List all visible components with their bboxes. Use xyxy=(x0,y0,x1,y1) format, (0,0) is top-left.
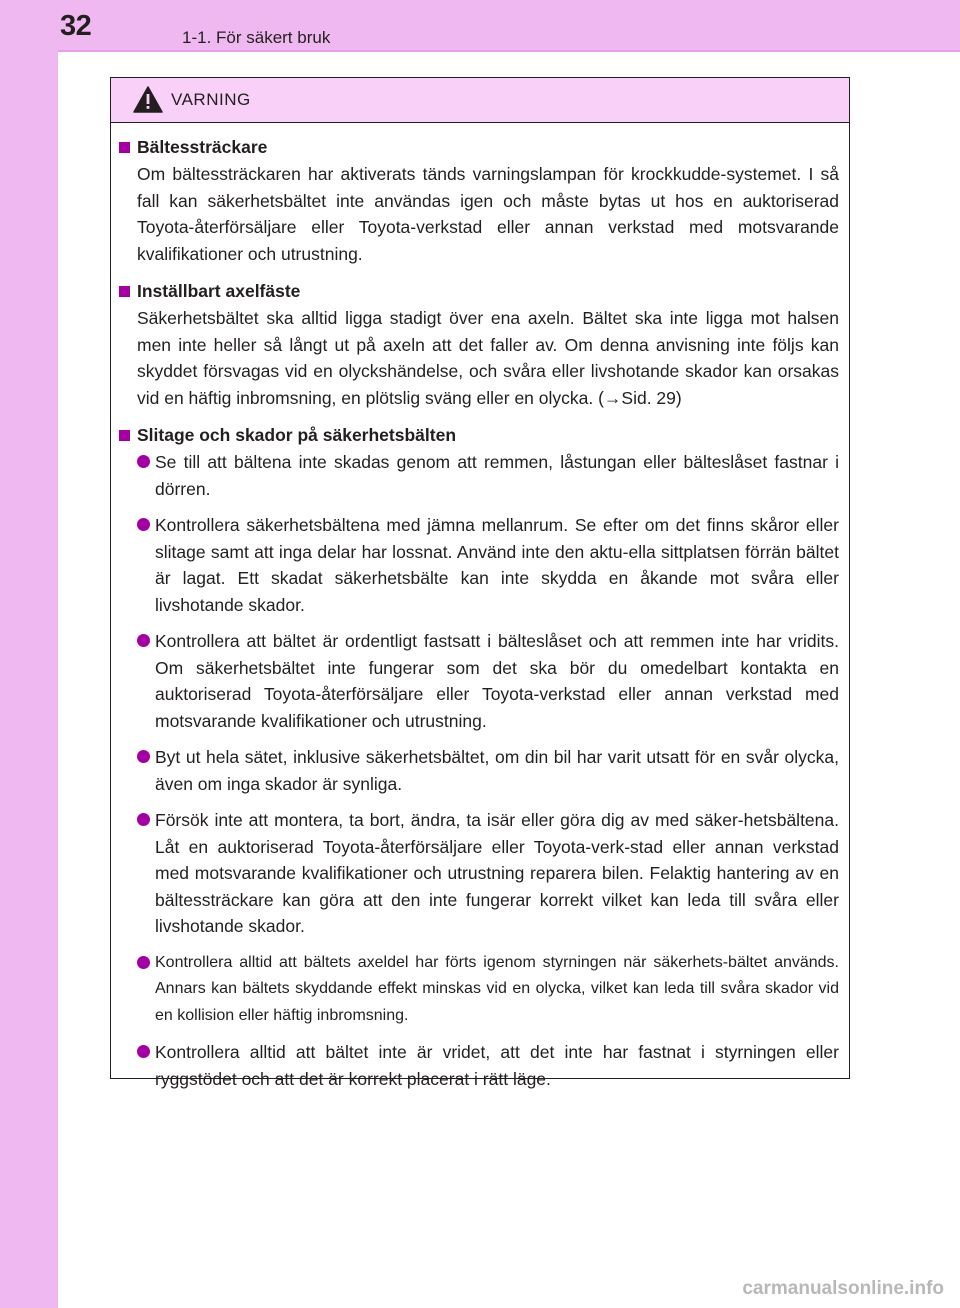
round-bullet-icon xyxy=(137,813,150,826)
warning-triangle-icon xyxy=(133,86,163,113)
list-item-text: Kontrollera att bältet är ordentligt fastsatt i bälteslåset och att remmen inte har vridits. Om säkerhetsbältet inte fungerar som det ska bör du omedelbart kontakta en auktoriserad Toyota-återförsäljare eller Toyota-verkstad eller annan verkstad med motsvarande kvalifikationer och utrustning. xyxy=(155,631,839,731)
watermark: carmanualsonline.info xyxy=(742,1278,944,1299)
list-item-text: Kontrollera alltid att bältet inte är vridet, att det inte har fastnat i styrningen eller ryggstödet och att det är korrekt placerat i rätt läge. xyxy=(155,1042,839,1089)
round-bullet-icon xyxy=(137,455,150,468)
warning-box xyxy=(110,77,850,1089)
round-bullet-icon xyxy=(137,750,150,763)
header-band xyxy=(0,0,960,50)
section-slitage xyxy=(119,423,839,1092)
section-installbart-axelfaste xyxy=(119,279,839,411)
list-item-text: Se till att bältena inte skadas genom att remmen, låstungan eller bälteslåset fastnar i dörren. xyxy=(155,452,839,499)
section-paragraph: Säkerhetsbältet ska alltid ligga stadigt över ena axeln. Bältet ska inte ligga mot halsen men inte heller så långt ut på axeln att det faller av. Om denna anvisning inte följs kan skyddet försvagas vid en olyckshändelse, och svåra eller livshotande skador kan orsakas vid en häftig inbromsning, en plötslig sväng eller en olycka. (→Sid. 29) xyxy=(137,308,839,408)
list-item xyxy=(137,950,839,1030)
list-item xyxy=(137,449,839,502)
round-bullet-icon xyxy=(137,956,150,969)
warning-title: VARNING xyxy=(171,90,251,109)
section-paragraph: Om bältessträckaren har aktiverats tänds varningslampan för krockkudde-systemet. I så fall kan säkerhetsbältet inte användas igen och måste bytas ut hos en auktoriserad Toyota-återförsäljare eller Toyota-verkstad eller annan verkstad med motsvarande kvalifikationer och utrustning. xyxy=(137,164,839,264)
list-item-text: Kontrollera alltid att bältets axeldel har förts igenom styrningen när säkerhets-bältet används. Annars kan bältets skyddande effekt minskas vid en olycka, vilket kan leda till svåra skador vid en kollision eller häftig inbromsning. xyxy=(155,953,839,1024)
list-item-text: Försök inte att montera, ta bort, ändra, ta isär eller göra dig av med säker-hetsbältena. Låt en auktoriserad Toyota-återförsäljare eller Toyota-verk-stad eller annan verkstad med motsvarande kvalifikationer och utrustning reparera bilen. Felaktig hantering av en bältessträckare kan göra att den inte fungerar korrekt vilket kan leda till svåra eller livshotande skador. xyxy=(155,810,839,936)
square-bullet-icon xyxy=(119,430,130,441)
round-bullet-icon xyxy=(137,1045,150,1058)
list-item xyxy=(137,807,839,940)
round-bullet-icon xyxy=(137,518,150,531)
list-item-text: Byt ut hela sätet, inklusive säkerhetsbältet, om din bil har varit utsatt för en svår olycka, även om inga skador är synliga. xyxy=(155,747,839,794)
square-bullet-icon xyxy=(119,142,130,153)
list-item-text: Kontrollera säkerhetsbältena med jämna mellanrum. Se efter om det finns skåror eller slitage samt att inga delar har lossnat. Använd inte den aktu-ella sittplatsen förrän bältet är lagat. Ett skadat säkerhetsbälte kan inte skydda en åkande mot svåra eller livshotande skador. xyxy=(155,515,839,615)
warning-body xyxy=(111,123,849,1092)
page-number: 32 xyxy=(60,10,92,42)
list-item xyxy=(137,512,839,618)
header-divider xyxy=(58,50,960,52)
section-heading: Bältessträckare xyxy=(137,137,268,157)
warning-header xyxy=(111,78,849,123)
list-item xyxy=(137,744,839,797)
round-bullet-icon xyxy=(137,634,150,647)
section-title: 1-1. För säkert bruk xyxy=(182,28,331,47)
list-item xyxy=(137,628,839,734)
section-heading: Inställbart axelfäste xyxy=(137,281,301,301)
list-item xyxy=(137,1039,839,1092)
section-baltesstrackare xyxy=(119,135,839,267)
side-color-strip xyxy=(0,0,58,1308)
section-heading: Slitage och skador på säkerhetsbälten xyxy=(137,425,457,445)
square-bullet-icon xyxy=(119,286,130,297)
